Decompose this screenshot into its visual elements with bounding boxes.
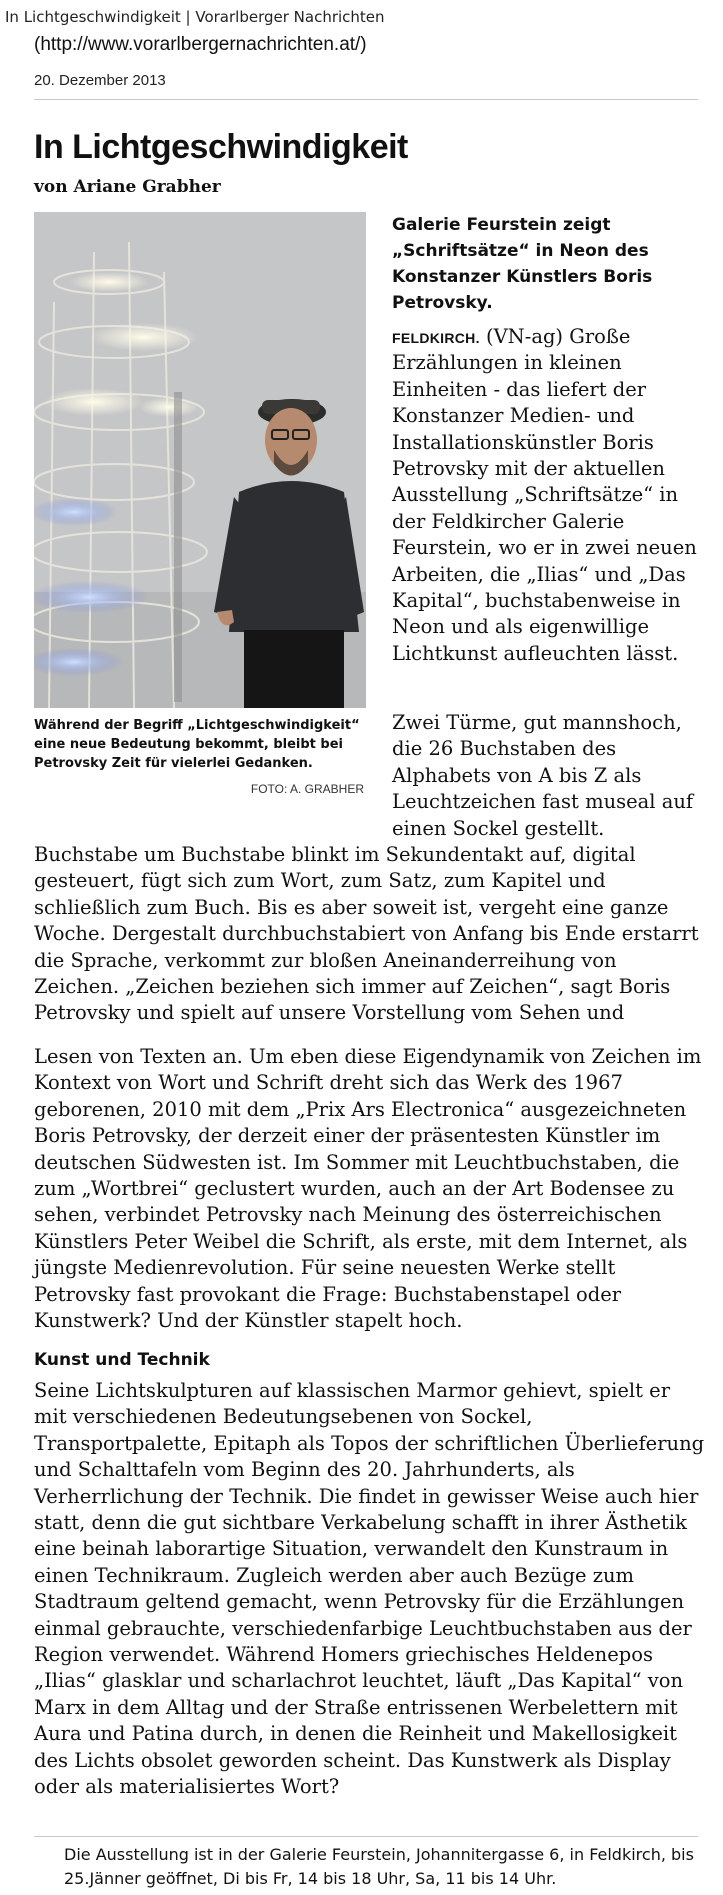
section-subheading: Kunst und Technik [34, 1350, 210, 1370]
article-paragraph-2-rest: Buchstabe um Buchstabe blinkt im Sekundentakt auf, digital gesteuert, fügt sich zum Wort, zum Satz, zum Kapitel und schließlich zum Buch. Bis es aber soweit ist, vergeht eine ganze Woche. Dergestalt durchbuchstabiert von Anfang bis Ende erstarrt die Sprache, verkommt zur bloßen Aneinanderreihung von Zeichen. „Zeichen beziehen sich immer auf Zeichen“, sagt Boris Petrovsky und spielt auf unsere Vorstellung vom Sehen und [34, 843, 699, 1025]
paragraph-1-text: (VN-ag) Große Erzählungen in kleinen Einheiten - das liefert der Konstanzer Medien- und Installationskünstler Boris Petrovsky mit der aktuellen Ausstellung „Schriftsätze“ in der Feldkircher Galerie Feurstein, wo er in zwei neuen Arbeiten, die „Ilias“ und „Das Kapital“, buchstabenweise in Neon und als eigenwillige Lichtkunst aufleuchten lässt. [392, 325, 697, 665]
top-divider [34, 99, 698, 100]
exhibition-info: Die Ausstellung ist in der Galerie Feurstein, Johannitergasse 6, in Feldkirch, bis 25.Jänner geöffnet, Di bis Fr, 14 bis 18 Uhr, Sa, 11 bis 14 Uhr. [64, 1845, 694, 1888]
neon-sculpture-photo-illustration [34, 212, 366, 708]
article-lead: Galerie Feurstein zeigt „Schriftsätze“ in Neon des Konstanzer Künstlers Boris Petrovsky. [392, 215, 653, 313]
article-headline: In Lichtgeschwindigkeit [34, 128, 408, 166]
page-title: In Lichtgeschwindigkeit | Vorarlberger Nachrichten [5, 8, 385, 26]
dateline: FELDKIRCH. [392, 330, 480, 346]
publication-date: 20. Dezember 2013 [34, 72, 166, 89]
article-paragraph-2-start: Zwei Türme, gut mannshoch, die 26 Buchstaben des Alphabets von A bis Z als Leuchtzeichen fast museal auf einen Sockel gestellt. [392, 711, 694, 840]
bottom-divider [34, 1836, 698, 1837]
photo-credit: FOTO: A. GRABHER [250, 782, 364, 796]
article-photo [34, 212, 366, 708]
article-paragraph-1 [392, 324, 704, 667]
photo-caption: Während der Begriff „Lichtgeschwindigkeit“ eine neue Bedeutung bekommt, bleibt bei Petrovsky Zeit für vielerlei Gedanken. [34, 718, 360, 771]
article-byline: von Ariane Grabher [34, 177, 221, 197]
source-url: (http://www.vorarlbergernachrichten.at/) [34, 34, 367, 55]
article-paragraph-4: Seine Lichtskulpturen auf klassischen Marmor gehievt, spielt er mit verschiedenen Bedeutungsebenen von Sockel, Transportpalette, Epitaph als Topos der schriftlichen Überlieferung und Schalttafeln vom Beginn des 20. Jahrhunderts, als Verherrlichung der Technik. Die findet in gewisser Weise auch hier statt, denn die gut sichtbare Verkabelung schafft in ihrer Ästhetik eine beinah laborartige Situation, verwandelt den Kunstraum in einen Technikraum. Zugleich werden aber auch Bezüge zum Stadtraum geltend gemacht, wenn Petrovsky für die Erzählungen einmal gebrauchte, verschiedenfarbige Leuchtbuchstaben aus der Region verwendet. Während Homers griechisches Heldenepos „Ilias“ glasklar und scharlachrot leuchtet, läuft „Das Kapital“ von Marx in dem Alltag und der Straße entrissenen Werbelettern mit Aura und Patina durch, in denen die Reinheit und Makellosigkeit des Lichts obsolet geworden scheint. Das Kunstwerk als Display oder als materialisiertes Wort? [34, 1379, 705, 1799]
article-paragraph-3: Lesen von Texten an. Um eben diese Eigendynamik von Zeichen im Kontext von Wort und Schrift dreht sich das Werk des 1967 geborenen, 2010 mit dem „Prix Ars Electronica“ ausgezeichneten Boris Petrovsky, der derzeit einer der präsentesten Künstler im deutschen Südwesten ist. Im Sommer mit Leuchtbuchstaben, die zum „Wortbrei“ geclustert wurden, auch an der Art Bodensee zu sehen, verbindet Petrovsky nach Meinung des österreichischen Künstlers Peter Weibel die Schrift, als erste, mit dem Internet, als jüngste Medienrevolution. Für seine neuesten Werke stellt Petrovsky fast provokant die Frage: Buchstabenstapel oder Kunstwerk? Und der Künstler stapelt hoch. [34, 1045, 702, 1333]
